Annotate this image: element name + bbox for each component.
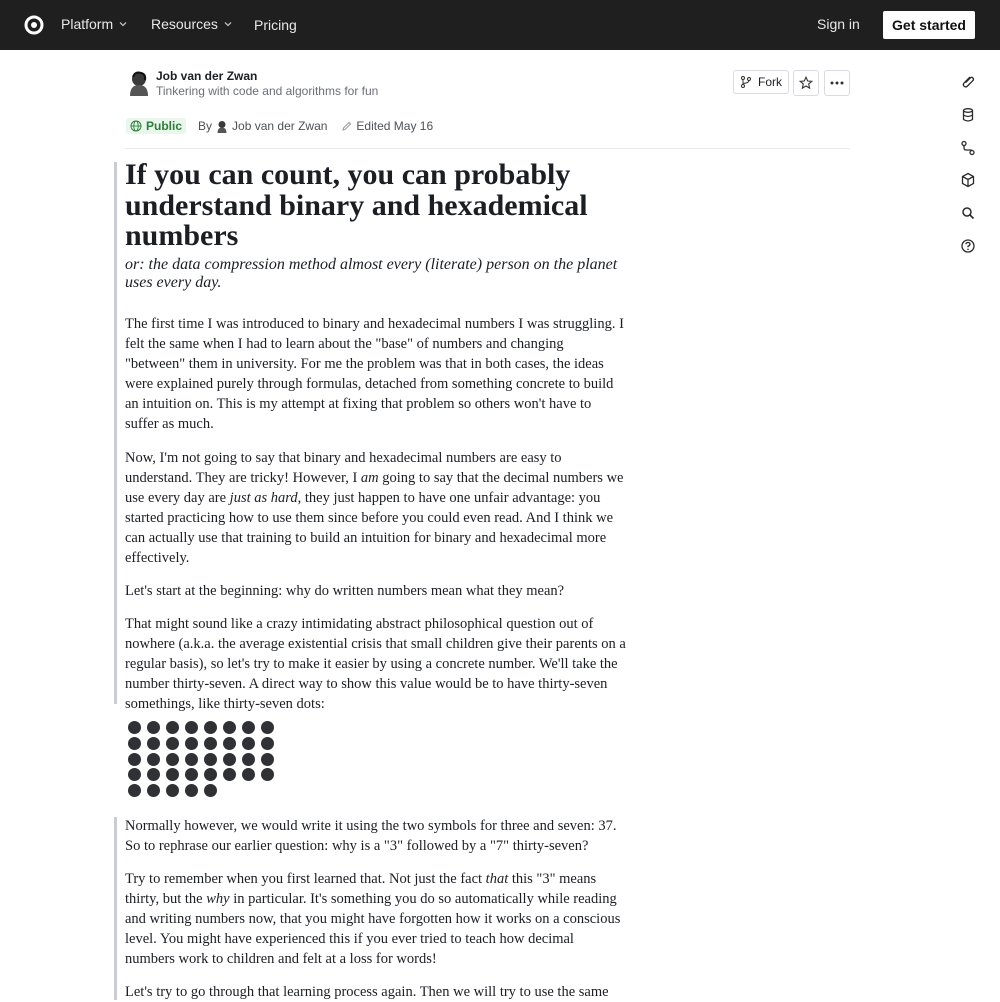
by-author-name: Job van der Zwan [232,119,328,133]
avatar[interactable] [127,70,151,96]
dot [242,753,255,766]
edited-info[interactable] [341,119,433,133]
dot [185,768,198,781]
visibility-label: Public [146,119,183,133]
top-nav [0,0,1000,50]
dot [223,721,236,734]
paperclip-icon[interactable] [960,74,976,90]
dot [147,768,160,781]
fork-icon [740,76,752,88]
fork-button[interactable] [733,70,789,94]
dot [261,768,274,781]
visibility-badge[interactable] [126,118,186,134]
article-subtitle: or: the data compression method almost every (literate) person on the planet uses every day. [125,255,618,291]
dot [261,737,274,750]
sign-in-link[interactable]: Sign in [817,16,860,32]
dot [223,737,236,750]
article-title: If you can count, you can probably understand binary and hexademical numbers [125,158,588,252]
paragraph-learning: Let's try to go through that learning process again. Then we will try to use the same [125,984,609,1000]
star-icon [799,76,813,90]
help-icon[interactable] [960,238,976,254]
dot [166,768,179,781]
paragraph-remember-c: this "3" means thirty, but the [125,871,597,907]
more-button[interactable] [824,70,850,96]
dot [185,784,198,797]
paragraph-question: Let's start at the beginning: why do written numbers mean what they mean? [125,582,565,599]
dots-figure [128,721,288,801]
edited-label: Edited May 16 [356,119,434,133]
nav-pricing[interactable] [254,17,297,33]
nav-platform-label: Platform [61,16,114,32]
dot [128,784,141,797]
paragraph-intro: The first time I was introduced to binary and hexadecimal numbers I was struggling. I felt the same when I had to learn about the "base" of numbers and changing "between" them in university. For me the problem was that in both cases, the ideas were explained purely through formulas, detached from something concrete to build an intuition on. This is my attempt at fixing that problem so others won't have to suffer as much. [125,315,624,432]
nav-resources-label: Resources [151,16,218,32]
dot [128,737,141,750]
dot [204,784,217,797]
dot [242,721,255,734]
author-name[interactable]: Job van der Zwan [156,69,258,83]
dot [166,753,179,766]
cell-bar-2[interactable] [114,817,117,1000]
dot [147,721,160,734]
fork-label: Fork [758,75,782,89]
dot [261,753,274,766]
cube-icon[interactable] [960,172,976,188]
paragraph-advantage-a: Now, I'm not going to say that binary and hexadecimal numbers are easy to understand. They are tricky! However, I [125,449,562,486]
paragraph-advantage-e: , they just happen to have one unfair advantage: you started practicing how to use them since before you could even read. And I think we can actually use that training to build an intuition for binary and hexadecimal more effectively. [125,489,614,566]
dot [166,737,179,750]
emphasis-am: am [360,469,379,486]
emphasis-just-as-hard: just as hard [229,489,298,506]
author-tagline: Tinkering with code and algorithms for fun [156,84,379,98]
pencil-icon [341,121,352,132]
nav-resources[interactable] [151,16,232,32]
dot [242,768,255,781]
dot [147,753,160,766]
database-icon[interactable] [960,107,976,123]
dot [147,737,160,750]
dot [185,737,198,750]
dot [261,721,274,734]
dot [128,768,141,781]
article-intro-cell [125,160,627,714]
paragraph-advantage [125,448,627,568]
dot [128,721,141,734]
observable-logo-icon[interactable] [24,15,44,35]
by-author[interactable] [198,119,327,133]
paragraph-thirty-seven: That might sound like a crazy intimidating abstract philosophical question out of nowhere (a.k.a. the average existential crisis that small children give their parents on a regular basis), so let's try to make it easier by using a concrete number. We'll take the number thirty-seven. A direct way to show this value would be to have thirty-seven somethings, like thirty-seven dots: [125,615,626,712]
dot [223,768,236,781]
dot [128,753,141,766]
cell-focus-bar[interactable] [114,162,117,704]
dot [166,784,179,797]
paragraph-remember-e: in particular. It's something you do so automatically while reading and writing numbers now, that you might have forgotten how it works on a conscious level. You might have experienced this if you ever tried to teach how decimal numbers work to children and felt at a loss for words! [125,891,621,967]
dot [204,721,217,734]
more-icon [830,81,844,85]
emphasis-that: that [485,871,509,887]
paragraph-remember-a: Try to remember when you first learned that. Not just the fact [125,871,486,887]
nav-platform[interactable] [61,16,127,32]
dot [166,721,179,734]
nav-pricing-label: Pricing [254,17,297,33]
paragraph-remember [125,869,627,969]
article-second-cell [125,816,627,1002]
dot [204,768,217,781]
dot [185,721,198,734]
notebook-meta [126,117,433,135]
globe-icon [130,120,142,132]
author-avatar-small [216,120,228,133]
dot [185,753,198,766]
star-button[interactable] [793,70,819,96]
dot [242,737,255,750]
dot [204,737,217,750]
chevron-down-icon [119,20,127,28]
dot [223,753,236,766]
header-divider [125,148,850,149]
chevron-down-icon [224,20,232,28]
paragraph-advantage-c: going to say that the decimal numbers we use every day are [125,469,624,506]
dot [204,753,217,766]
search-icon[interactable] [960,205,976,221]
branch-icon[interactable] [960,140,976,156]
get-started-button[interactable]: Get started [883,11,975,39]
emphasis-why: why [206,891,230,907]
paragraph-symbols: Normally however, we would write it using the two symbols for three and seven: 37. So to rephrase our earlier question: why is a "3" followed by a "7" thirty-seven? [125,818,617,854]
dot [147,784,160,797]
by-label: By [198,119,213,133]
